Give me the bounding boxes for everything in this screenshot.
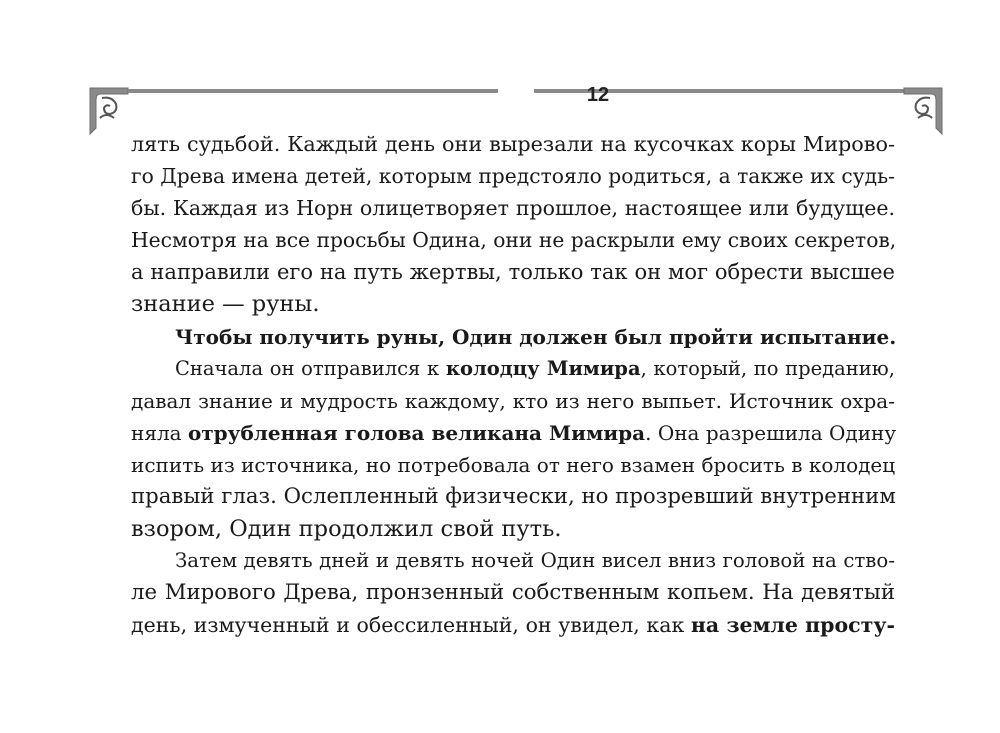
text-line: знание — руны. bbox=[131, 291, 320, 318]
text-span: . Она разрешила Одину bbox=[645, 420, 897, 445]
right-corner-ornament-icon bbox=[904, 88, 942, 134]
text-line: Несмотря на все просьбы Одина, они не раскрыли ему своих секретов, bbox=[131, 228, 897, 253]
text-span: , который, по преданию, bbox=[640, 356, 895, 380]
text-span: Сначала он отправился к bbox=[175, 356, 446, 380]
text-line bbox=[131, 609, 895, 641]
left-corner-ornament-icon bbox=[90, 88, 128, 134]
body-text bbox=[131, 128, 895, 642]
text-span: няла bbox=[131, 420, 188, 445]
text-line: ле Мирового Древа, пронзенный собственным копьем. На девятый bbox=[131, 580, 895, 606]
text-line: испить из источника, но потребовала от него взамен бросить в колодец bbox=[131, 452, 896, 477]
text-line: взором, Один продолжил свой путь. bbox=[131, 516, 562, 543]
left-header-rule bbox=[128, 89, 498, 93]
text-line: давал знание и мудрость каждому, кто из него выпьет. Источник охра- bbox=[131, 388, 895, 413]
bold-term: колодцу Мимира bbox=[445, 356, 641, 380]
bold-term: отрубленная голова великана Мимира bbox=[187, 420, 646, 445]
text-line: правый глаз. Ослепленный физически, но прозревший внутренним bbox=[131, 484, 896, 510]
text-line bbox=[131, 417, 895, 449]
text-span: день, измученный и обессиленный, он увидел, как bbox=[131, 613, 691, 638]
text-line: а направили его на путь жертвы, только так он мог обрести высшее bbox=[131, 260, 895, 285]
text-line bbox=[131, 353, 895, 385]
page-number: 12 bbox=[586, 84, 610, 106]
bold-heading-line: Чтобы получить руны, Один должен был пройти испытание. bbox=[175, 324, 897, 349]
text-line: Затем девять дней и девять ночей Один висел вниз головой на ство- bbox=[175, 549, 895, 573]
text-line: лять судьбой. Каждый день они вырезали на кусочках коры Мирово- bbox=[131, 132, 895, 156]
bold-term: на земле просту- bbox=[690, 613, 895, 638]
text-line: бы. Каждая из Норн олицетворяет прошлое, настоящее или будущее. bbox=[131, 196, 895, 221]
text-line: го Древа имена детей, которым предстояло родиться, а также их судь- bbox=[131, 164, 896, 189]
